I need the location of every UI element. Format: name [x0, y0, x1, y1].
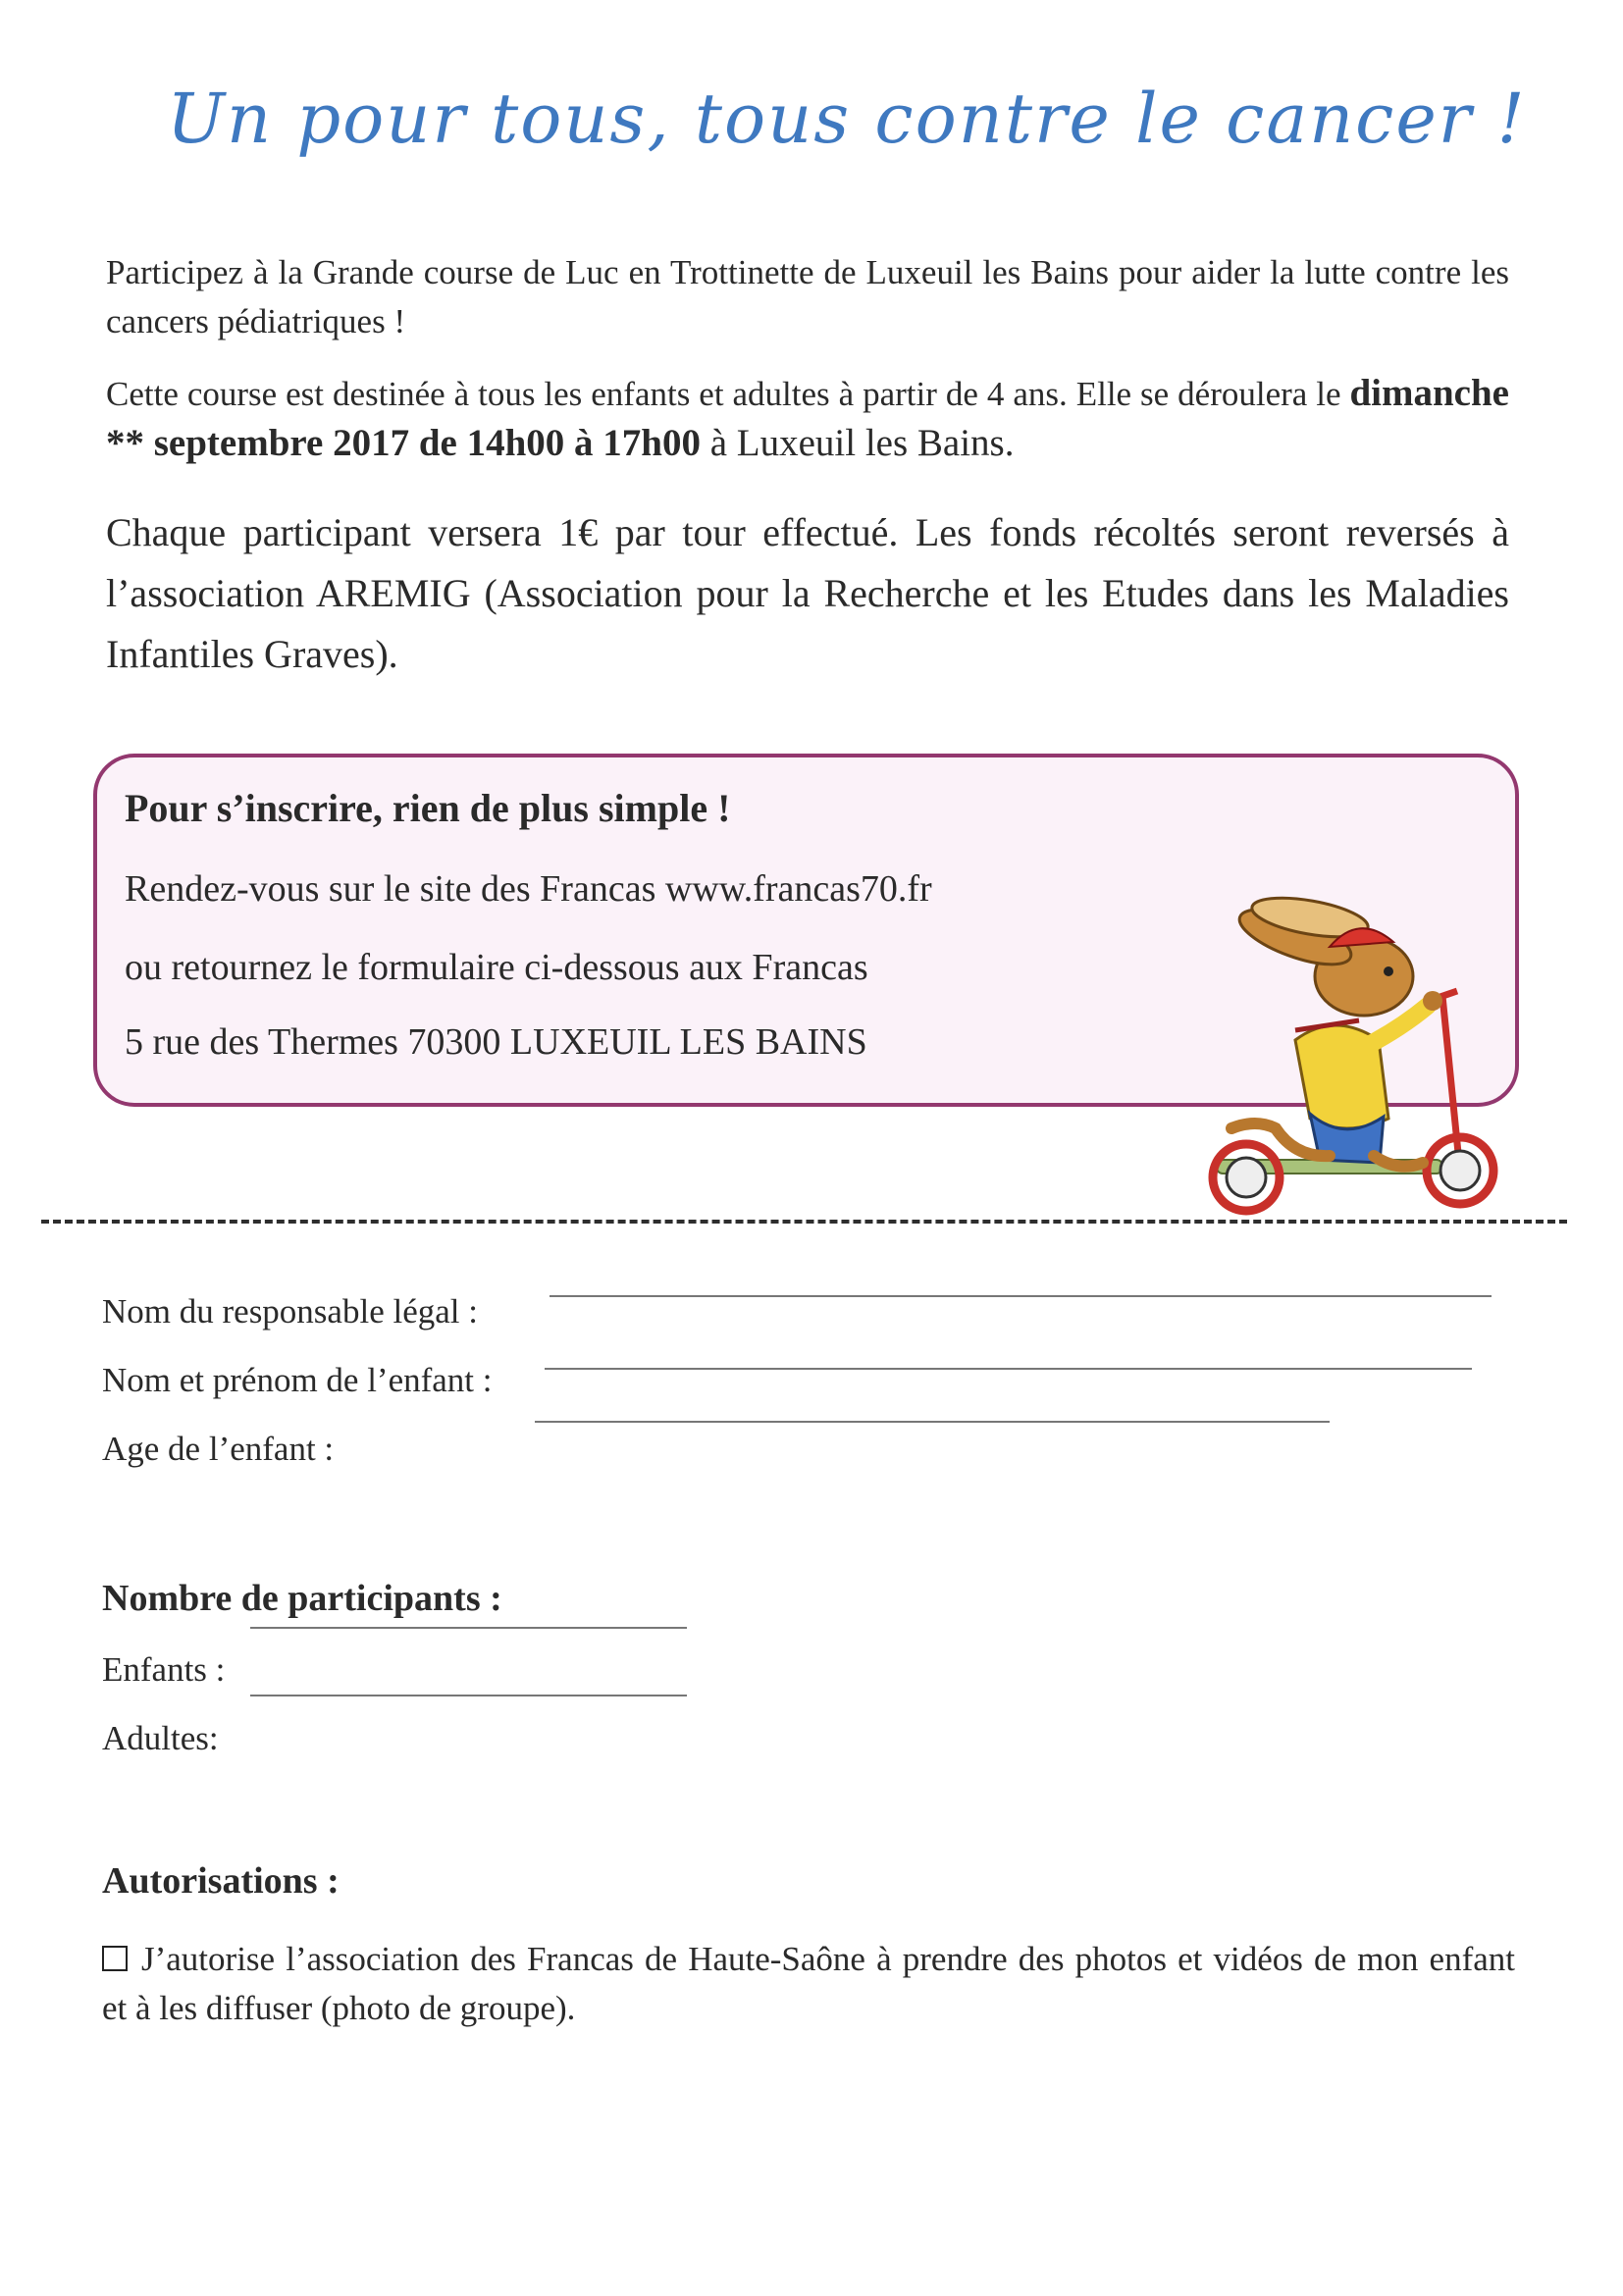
- participants-heading: Nombre de participants :: [102, 1578, 502, 1619]
- enfant-name-field[interactable]: [545, 1368, 1472, 1370]
- autorisations-heading: Autorisations :: [102, 1860, 340, 1902]
- intro-p2-start: Cette course est destinée à tous les enfants et adultes à partir de 4 ans. Elle se déroulera le: [106, 375, 1350, 413]
- event-date: dimanche ** septembre 2017 de 14h00 à 17h00: [106, 372, 1509, 464]
- participants-underline: [250, 1627, 687, 1629]
- intro-p2-end: à Luxeuil les Bains.: [700, 422, 1015, 464]
- signup-return-line: ou retournez le formulaire ci-dessous aux Francas: [125, 947, 868, 988]
- responsable-label: Nom du responsable légal :: [102, 1292, 478, 1331]
- intro-paragraph-1: Participez à la Grande course de Luc en Trottinette de Luxeuil les Bains pour aider la lutte contre les cancers pédiatriques !: [106, 253, 1509, 340]
- responsable-field[interactable]: [550, 1295, 1492, 1297]
- cut-line: [41, 1220, 1567, 1224]
- intro-paragraph-2: [106, 369, 1509, 469]
- adultes-label: Adultes:: [102, 1719, 219, 1757]
- autorisation-checkbox[interactable]: [102, 1946, 128, 1971]
- signup-address-line: 5 rue des Thermes 70300 LUXEUIL LES BAINS: [125, 1021, 867, 1063]
- signup-website-line: Rendez-vous sur le site des Francas www.francas70.fr: [125, 868, 932, 910]
- enfants-label: Enfants :: [102, 1650, 226, 1689]
- intro-paragraph-3: Chaque participant versera 1€ par tour effectué. Les fonds récoltés seront reversés à l’association AREMIG (Association pour la Recherche et les Etudes dans les Maladies Infantiles Graves).: [106, 510, 1509, 676]
- enfant-name-label: Nom et prénom de l’enfant :: [102, 1361, 493, 1399]
- rabbit-scooter-illustration: [1148, 893, 1521, 1226]
- age-field[interactable]: [535, 1421, 1330, 1423]
- autorisation-text: J’autorise l’association des Francas de Haute-Saône à prendre des photos et vidéos de mon enfant et à les diffuser (photo de groupe).: [102, 1940, 1515, 2027]
- autorisation-item: [102, 1935, 1515, 2033]
- signup-title: Pour s’inscrire, rien de plus simple !: [125, 786, 731, 830]
- page-title: Un pour tous, tous contre le cancer !: [167, 78, 1527, 159]
- age-label: Age de l’enfant :: [102, 1430, 335, 1468]
- enfants-field[interactable]: [250, 1695, 687, 1696]
